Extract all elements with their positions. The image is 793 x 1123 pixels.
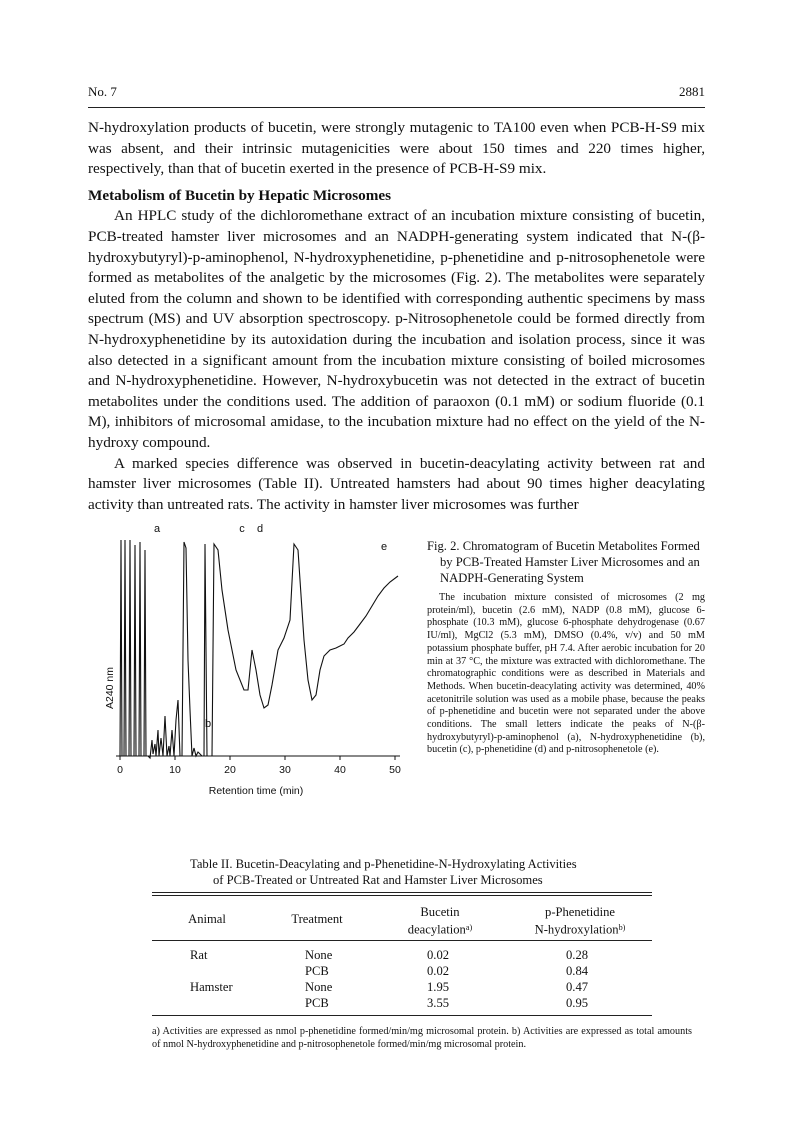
header-deacylation-sup: a) <box>465 923 473 932</box>
x-tick-label-10: 10 <box>169 764 181 776</box>
x-tick-label-50: 50 <box>389 764 401 776</box>
header-animal: Animal <box>188 912 226 926</box>
chromatogram-figure <box>104 520 408 840</box>
row-3-treatment: None <box>305 980 333 994</box>
peak-label-e: e <box>380 541 388 553</box>
row-1-deacylation: 0.02 <box>427 948 450 962</box>
peak-label-c: c <box>239 523 245 535</box>
x-tick-label-0: 0 <box>117 764 123 776</box>
issue-number: No. 7 <box>88 84 117 99</box>
header-hydroxylation-line-1: p-Phenetidine <box>545 905 615 919</box>
header-rule <box>88 107 705 108</box>
row-1-treatment: None <box>305 948 333 962</box>
header-treatment: Treatment <box>291 912 343 926</box>
running-head <box>88 84 705 104</box>
caption-text: The incubation mixture consisted of microsomes (2 mg protein/ml), bucetin (2.6 mM), NADP (0.8 mM), glucose 6-phosphate (10.3 mM), glucose 6-phosphate dehydrogenase (0.67 IU/ml), MgCl2 (5.3 mM), DMSO (0.4%, v/v) and 50 mM potassium phosphate buffer, pH 7.4. After aerobic incubation for 20 min at 37 °C, the mixture was extracted with dichloromethane. The chromatographic conditions were as described in Materials and Methods. When bucetin-deacylating activity was determined, 40% acetonitrile solution was used as a mobile phase, because the peaks of p-phenetidine and bucetin were not separated under the above conditions. The small letters indicate the peaks of N-(β-hydroxybutyryl)-p-aminophenol (a), N-hydroxyphenetidine (b), bucetin (c), p-phenetidine (d) and p-nitrosophenetole (e). <box>427 592 705 756</box>
peak-label-d: d <box>256 523 264 535</box>
table-title-line-2: of PCB-Treated or Untreated Rat and Hamster Liver Microsomes <box>213 873 543 887</box>
row-4-treatment: PCB <box>305 996 329 1010</box>
paragraph-1: N-hydroxylation products of bucetin, were strongly mutagenic to TA100 even when PCB-H-S9 mix was absent, and their intrinsic mutagenicities were about 150 times and 220 times higher, respectively, than that of bucetin exerted in the presence of PCB-H-S9 mix. <box>88 119 705 178</box>
header-deacylation <box>380 904 500 938</box>
header-deacylation-line-2 <box>380 920 500 938</box>
header-deacylation-text: deacylation <box>407 922 466 937</box>
header-hydroxylation <box>515 904 645 938</box>
header-deacylation-line-1: Bucetin <box>420 905 460 919</box>
row-4-hydroxylation: 0.95 <box>566 996 589 1010</box>
table-footnote: a) Activities are expressed as nmol p-phenetidine formed/min/mg microsomal protein. b) Activities are expressed as total amounts of nmol N-hydroxyphenetidine and p-nitrosophenetole formed/min/mg microsomal protein. <box>152 1026 692 1050</box>
table-title-line-1: Table II. Bucetin-Deacylating and p-Phenetidine-N-Hydroxylating Activities <box>190 857 577 871</box>
chromatogram-svg <box>104 520 408 840</box>
header-hydroxylation-line-2 <box>515 920 645 938</box>
y-axis-label: A240 nm <box>104 666 116 710</box>
row-2-hydroxylation: 0.84 <box>566 964 589 978</box>
table-bottom-rule <box>152 1015 652 1016</box>
x-tick-label-30: 30 <box>279 764 291 776</box>
paragraph-2: An HPLC study of the dichloromethane extract of an incubation mixture consisting of bucetin, PCB-treated hamster liver microsomes and an NADPH-generating system indicated that N-(β-hydroxybutyryl)-p-aminophenol, N-hydroxyphenetidine, p-phenetidine and p-nitrosophenetole were formed as metabolites of the analgetic by the microsomes (Fig. 2). The metabolites were separately eluted from the column and shown to be identified with corresponding authentic specimens by mass spectrum (MS) and UV absorption spectroscopy. p-Nitrosophenetole could be formed directly from N-hydroxyphenetidine by its autoxidation during the incubation and isolation process, since it was also detected in a significant amount from the incubation mixture consisting of boiled microsomes and N-hydroxyphenetidine. However, N-hydroxybucetin was not detected in the extract of bucetin metabolites under the conditions used. The addition of paraoxon (0.1 mM) or sodium fluoride (0.1 M), inhibitors of microsomal amidase, to the incubation mixture had no effect on the yield of the N-hydroxy compound. <box>88 207 705 451</box>
header-hydroxylation-sup: b) <box>618 923 626 932</box>
x-tick-label-20: 20 <box>224 764 236 776</box>
paragraph-3: A marked species difference was observed in bucetin-deacylating activity between rat and hamster liver microsomes (Table II). Untreated hamsters had about 90 times higher deacylating activity than untreated rats. The activity in hamster liver microsomes was further <box>88 454 705 513</box>
x-axis-ticks <box>120 756 395 760</box>
row-2-treatment: PCB <box>305 964 329 978</box>
row-1-animal: Rat <box>190 948 208 962</box>
x-axis-label: Retention time (min) <box>208 785 304 797</box>
chromatogram-trace <box>120 540 398 758</box>
table-top-rule <box>152 892 652 893</box>
row-3-hydroxylation: 0.47 <box>566 980 589 994</box>
row-2-deacylation: 0.02 <box>427 964 450 978</box>
row-1-hydroxylation: 0.28 <box>566 948 589 962</box>
row-3-deacylation: 1.95 <box>427 980 450 994</box>
header-hydroxylation-text: N-hydroxylation <box>534 922 619 937</box>
peak-label-a: a <box>153 523 161 535</box>
x-tick-label-40: 40 <box>334 764 346 776</box>
table-header-rule <box>152 940 652 941</box>
caption-title: Fig. 2. Chromatogram of Bucetin Metabolites Formed by PCB-Treated Hamster Liver Microsomes and an NADPH-Generating System <box>427 539 700 585</box>
body-text <box>88 118 705 515</box>
row-3-animal: Hamster <box>190 980 233 994</box>
table-top-rule-double <box>152 895 652 896</box>
peak-label-b: b <box>204 718 212 730</box>
table-title <box>190 856 710 888</box>
figure-caption <box>427 538 705 757</box>
page-number: 2881 <box>679 84 705 99</box>
section-title: Metabolism of Bucetin by Hepatic Microsomes <box>88 186 392 204</box>
row-4-deacylation: 3.55 <box>427 996 450 1010</box>
